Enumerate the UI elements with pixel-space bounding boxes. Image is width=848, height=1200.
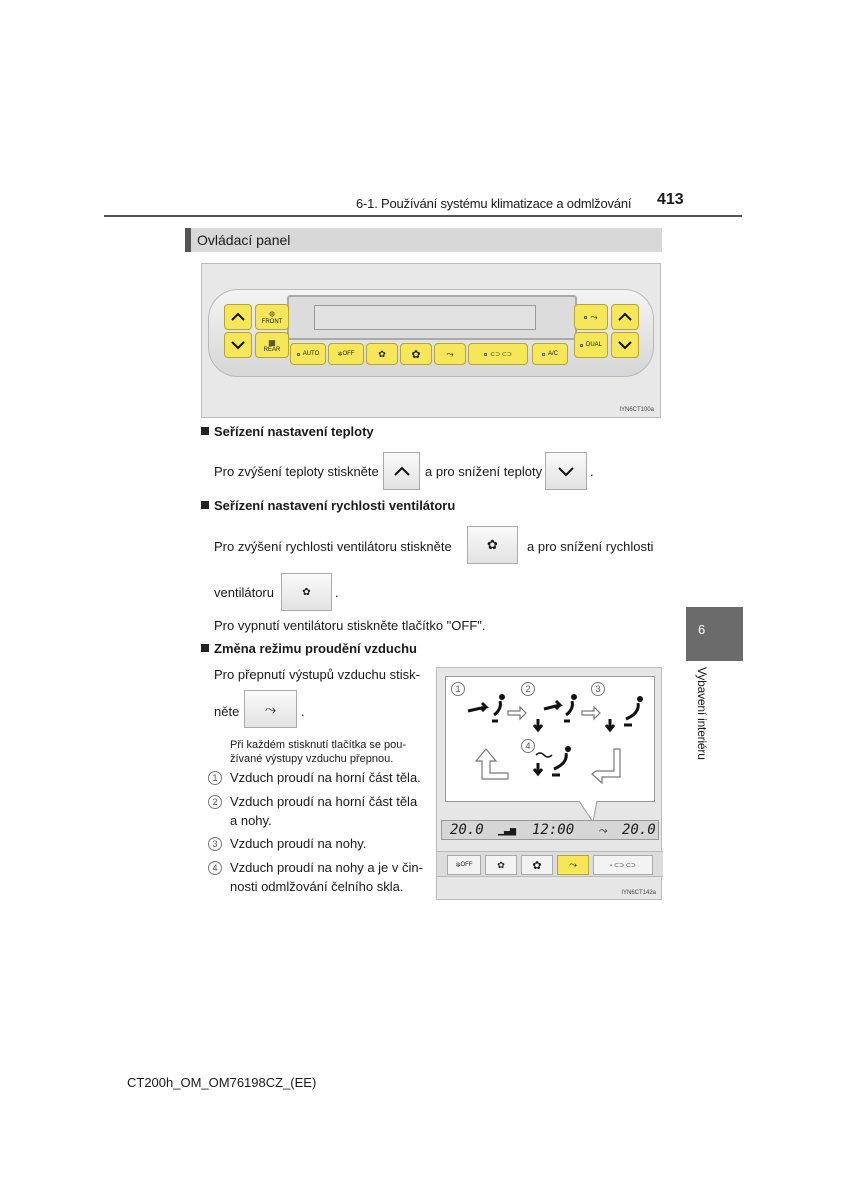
chevron-down-icon bbox=[230, 340, 246, 350]
section-heading-bar bbox=[185, 228, 662, 252]
airflow-heading-text: Změna režimu proudění vzduchu bbox=[214, 641, 417, 656]
fan-small-icon: ✿ bbox=[378, 348, 386, 359]
bi-level-airflow-icon bbox=[534, 694, 577, 730]
mode-number: 3 bbox=[591, 682, 605, 696]
fan-up-button bbox=[521, 855, 553, 875]
left-temperature: 20.0 bbox=[450, 822, 484, 838]
fan-off-button bbox=[447, 855, 481, 875]
figure-code: IYN6CT100a bbox=[619, 407, 654, 413]
airflow-heading bbox=[201, 641, 417, 656]
fan-down-button bbox=[485, 855, 517, 875]
page-number: 413 bbox=[657, 191, 684, 208]
fan-text-line2-end: . bbox=[335, 585, 339, 600]
airflow-mode-icon: ⤳ bbox=[598, 824, 607, 837]
airflow-figure bbox=[436, 667, 662, 900]
next-arrow-icon bbox=[582, 707, 600, 719]
header-rule bbox=[104, 215, 742, 217]
fan-up-button bbox=[400, 343, 432, 365]
airflow-text-line1: Pro přepnutí výstupů vzduchu stisk- bbox=[214, 667, 420, 682]
chapter-number: 6 bbox=[698, 622, 706, 637]
ac-button bbox=[532, 343, 568, 365]
airflow-mode-icon: ⤳ bbox=[264, 700, 277, 717]
list-item bbox=[208, 792, 428, 811]
defog-mode-right-button bbox=[574, 304, 608, 330]
right-temperature: 20.0 bbox=[622, 822, 656, 838]
fan-large-icon: ✿ bbox=[532, 859, 542, 872]
footer-code: CT200h_OM_OM76198CZ_(EE) bbox=[127, 1075, 317, 1090]
mode-button-highlighted bbox=[557, 855, 589, 875]
feet-airflow-icon bbox=[606, 696, 643, 730]
list-text: Vzduch proudí na nohy a je v čin- bbox=[230, 860, 423, 875]
airflow-modes-diagram bbox=[446, 677, 656, 803]
temperature-text-end: . bbox=[590, 464, 594, 479]
auto-label: AUTO bbox=[302, 351, 320, 357]
chevron-up-icon bbox=[617, 312, 633, 322]
mode-button bbox=[434, 343, 466, 365]
fan-text-before: Pro zvýšení rychlosti ventilátoru stiskněte bbox=[214, 539, 452, 554]
temp-up-left-button bbox=[224, 304, 252, 330]
chevron-up-icon bbox=[230, 312, 246, 322]
temp-down-button-image bbox=[545, 452, 587, 490]
figure-code: IYN6CT142a bbox=[621, 890, 656, 896]
ac-label: A/C bbox=[547, 351, 558, 357]
return-arrow-icon bbox=[476, 749, 508, 779]
rear-defog-button bbox=[255, 332, 289, 358]
rear-defog-icon: ▦ bbox=[268, 337, 276, 347]
dual-label: DUAL bbox=[585, 342, 602, 348]
chevron-down-icon bbox=[617, 340, 633, 350]
next-arrow-icon bbox=[508, 707, 526, 719]
airflow-note-line1: Při každém stisknutí tlačítka se pou- bbox=[230, 739, 407, 751]
airflow-mode-icon: ⤳ bbox=[446, 348, 454, 359]
control-panel-figure bbox=[201, 263, 661, 418]
front-defog-button bbox=[255, 304, 289, 330]
list-number: 1 bbox=[208, 771, 222, 785]
fan-text-line2: ventilátoru bbox=[214, 585, 274, 600]
temperature-text-before: Pro zvýšení teploty stiskněte bbox=[214, 464, 379, 479]
list-item bbox=[208, 834, 428, 853]
list-text: a nohy. bbox=[230, 813, 272, 828]
mode-button-image bbox=[244, 690, 297, 728]
chevron-up-icon bbox=[393, 465, 411, 477]
airflow-note-line2: žívané výstupy vzduchu přepnou. bbox=[230, 753, 394, 765]
fan-off-button bbox=[328, 343, 364, 365]
front-defog-icon: ❊ bbox=[268, 309, 276, 319]
mode-number: 1 bbox=[451, 682, 465, 696]
fan-heading-text: Seřízení nastavení rychlosti ventilátoru bbox=[214, 498, 456, 513]
airflow-text-line2-end: . bbox=[301, 704, 305, 719]
list-item bbox=[208, 858, 428, 877]
list-text: Vzduch proudí na horní část těla. bbox=[230, 770, 421, 785]
fan-small-icon: ✿ bbox=[302, 586, 311, 598]
face-airflow-icon bbox=[468, 694, 505, 721]
temperature-heading-text: Seřízení nastavení teploty bbox=[214, 424, 374, 439]
temp-down-right-button bbox=[611, 332, 639, 358]
feet-defog-airflow-icon bbox=[534, 746, 571, 775]
temp-up-right-button bbox=[611, 304, 639, 330]
recirculation-icon: ⊂⊃ ⊂⊃ bbox=[490, 351, 512, 358]
mode-number: 2 bbox=[521, 682, 535, 696]
temp-down-left-button bbox=[224, 332, 252, 358]
mode-number: 4 bbox=[521, 739, 535, 753]
off-label: OFF bbox=[342, 351, 355, 357]
return-arrow-icon bbox=[592, 749, 620, 783]
fan-off-text: Pro vypnutí ventilátoru stiskněte tlačítko "OFF". bbox=[214, 618, 486, 633]
airflow-buttons-row bbox=[437, 851, 663, 877]
section-title: Ovládací panel bbox=[197, 232, 291, 248]
fan-level-icon: ▁▃▅ bbox=[498, 825, 517, 836]
clock-time: 12:00 bbox=[532, 822, 575, 838]
section-accent bbox=[185, 228, 191, 252]
list-text: nosti odmlžování čelního skla. bbox=[230, 879, 404, 894]
fan-small-icon: ✿ bbox=[497, 859, 505, 870]
chapter-tab bbox=[686, 607, 743, 661]
defog-airflow-icon: ⤳ bbox=[590, 311, 598, 322]
list-text: Vzduch proudí na nohy. bbox=[230, 836, 367, 851]
fan-large-icon: ✿ bbox=[487, 537, 498, 552]
fan-icon: ✲ bbox=[455, 862, 461, 869]
chapter-label: Vybavení interiéru bbox=[695, 667, 709, 760]
auto-button bbox=[290, 343, 326, 365]
fan-heading bbox=[201, 498, 455, 513]
temperature-text-middle: a pro snížení teploty bbox=[425, 464, 543, 479]
recirculation-button bbox=[593, 855, 653, 875]
climate-display bbox=[441, 820, 659, 840]
list-number: 3 bbox=[208, 837, 222, 851]
fan-up-button-image bbox=[467, 526, 518, 564]
list-text: Vzduch proudí na horní část těla bbox=[230, 794, 418, 809]
chevron-down-icon bbox=[557, 465, 575, 477]
fan-icon: ✲ bbox=[337, 351, 343, 358]
airflow-text-line2: něte bbox=[214, 704, 240, 719]
fan-large-icon: ✿ bbox=[411, 348, 421, 361]
list-number: 2 bbox=[208, 795, 222, 809]
off-label: OFF bbox=[460, 862, 473, 868]
airflow-mode-icon: ⤳ bbox=[569, 859, 577, 871]
front-label: FRONT bbox=[261, 318, 283, 325]
recirculation-button bbox=[468, 343, 528, 365]
airflow-modes-bubble bbox=[445, 676, 655, 802]
panel-display bbox=[287, 295, 577, 340]
fan-down-button bbox=[366, 343, 398, 365]
recirculation-icon: ▫ ⊂⊃ ⊂⊃ bbox=[610, 862, 636, 869]
rear-label: REAR bbox=[263, 346, 281, 353]
fan-down-button-image bbox=[281, 573, 332, 611]
list-number: 4 bbox=[208, 861, 222, 875]
temperature-heading bbox=[201, 424, 374, 439]
dual-button bbox=[574, 332, 608, 358]
list-item bbox=[208, 768, 428, 787]
fan-text-after: a pro snížení rychlosti bbox=[527, 539, 654, 554]
temp-up-button-image bbox=[383, 452, 420, 490]
header-title: 6-1. Používání systému klimatizace a odmlžování bbox=[356, 196, 632, 211]
